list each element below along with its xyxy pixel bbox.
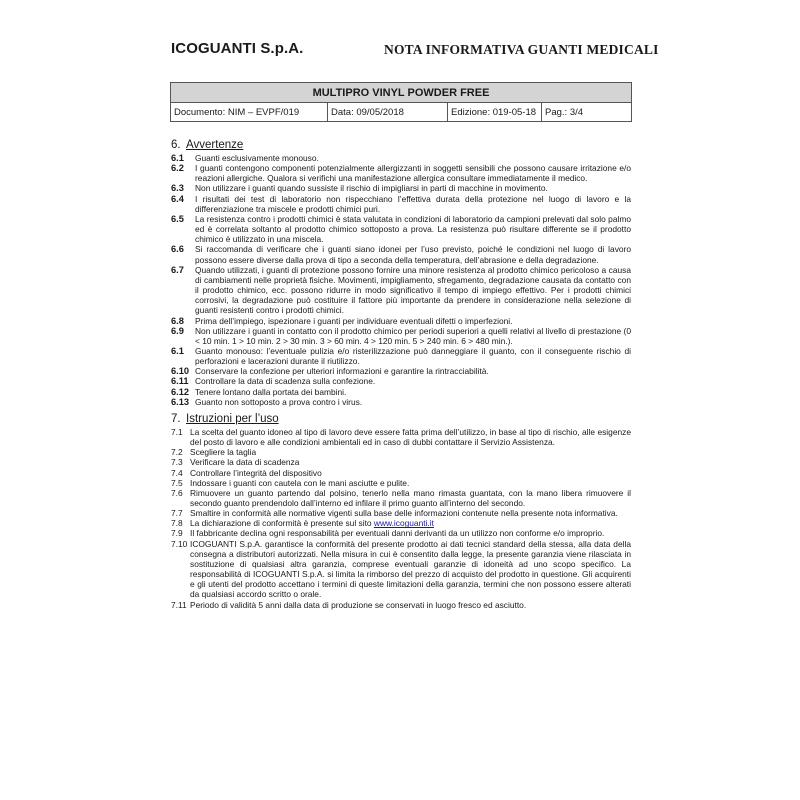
- section-7-list: [171, 427, 631, 610]
- item-number: 6.2: [171, 163, 184, 174]
- list-item: [171, 478, 631, 488]
- item-text: [190, 427, 631, 447]
- item-text: [195, 387, 631, 397]
- item-number: 7.8: [171, 518, 183, 529]
- item-text: [190, 478, 631, 488]
- item-number: 7.10: [171, 538, 188, 549]
- item-number: 6.12: [171, 386, 190, 397]
- item-number: 7.7: [171, 508, 183, 519]
- item-number: 7.9: [171, 528, 183, 539]
- item-text: [190, 528, 631, 538]
- item-number: 6.11: [171, 376, 189, 387]
- list-item: [171, 326, 631, 346]
- item-number: 7.5: [171, 477, 183, 488]
- list-item: [171, 346, 631, 366]
- item-text-body: Controllare l’integrità del dispositivo: [190, 467, 322, 478]
- list-item: [171, 244, 631, 264]
- item-number: 6.6: [171, 244, 184, 255]
- item-number: 6.1: [171, 345, 184, 356]
- item-text: [190, 539, 631, 600]
- item-number: 6.1: [171, 153, 184, 163]
- item-text-body: Tenere lontano dalla portata dei bambini.: [195, 386, 347, 397]
- item-text-body: Scegliere la taglia: [190, 447, 257, 458]
- item-text: [195, 397, 631, 407]
- website-link[interactable]: www.icoguanti.it: [373, 518, 434, 529]
- document-type: NOTA INFORMATIVA GUANTI MEDICALI: [384, 42, 659, 57]
- item-text-body: Non utilizzare i guanti quando sussiste il rischio di impigliarsi in parti di macchine in movimento.: [195, 183, 548, 194]
- document-info-table: [170, 82, 632, 122]
- item-number: 7.11: [171, 599, 187, 610]
- item-text: [195, 183, 631, 193]
- section-6-heading: [171, 138, 631, 152]
- list-item: [171, 376, 631, 386]
- list-item: [171, 153, 631, 163]
- item-text: [195, 153, 631, 163]
- item-text: [190, 600, 631, 610]
- item-text-body: La dichiarazione di conformità è presente sul sito: [190, 518, 374, 529]
- item-text: [195, 376, 631, 386]
- item-text: [195, 316, 631, 326]
- list-item: [171, 387, 631, 397]
- section-title: Avvertenze: [186, 139, 244, 151]
- item-number: 7.3: [171, 457, 183, 468]
- item-number: 6.8: [171, 315, 184, 326]
- item-text-body: Smaltire in conformità alle normative vigenti sulla base delle informazioni contenute nella presente nota informativa.: [190, 508, 618, 519]
- item-text: [190, 447, 631, 457]
- list-item: [171, 163, 631, 183]
- list-item: [171, 539, 631, 600]
- item-text-body: Periodo di validità 5 anni dalla data di produzione se conservati in luogo fresco ed asciutto.: [190, 599, 527, 610]
- item-text: [190, 468, 631, 478]
- item-text: [190, 518, 631, 528]
- item-text-body: Non utilizzare i guanti in contatto con il prodotto chimico per periodi superiori a quelli relativi al livello di prestazione (0 < 10 min. 1 > 10 min. 2 > 30 min. 3 > 60 min. 4 > 120 min. 5 > 240 min. 6 > 480 min.).: [195, 325, 631, 346]
- item-text: [195, 194, 631, 214]
- item-text-body: I guanti contengono componenti potenzialmente allergizzanti in soggetti sensibili che possono causare irritazione e/o reazioni allergiche. Qualora si verifichi una manifestazione allergica consultare immediatamente il medico.: [195, 163, 631, 184]
- section-title: Istruzioni per l’uso: [186, 412, 279, 425]
- company-name: ICOGUANTI S.p.A.: [171, 40, 304, 57]
- item-text-body: La scelta del guanto idoneo al tipo di lavoro deve essere fatta prima dell’utilizzo, in base al tipo di rischio, alle esigenze del posto di lavoro e alle condizioni ambientali ed in caso di dubbi contattare il Servizio Assistenza.: [190, 426, 631, 448]
- list-item: [171, 468, 631, 478]
- item-text-body: La resistenza contro i prodotti chimici è stata valutata in condizioni di laboratorio da campioni prelevati dal solo palmo ed è correlata soltanto al prodotto chimico sottoposto a prova. La resistenza può risultare differente se il prodotto chimico è utilizzato in una miscela.: [195, 213, 631, 245]
- item-number: 7.1: [171, 426, 183, 437]
- item-number: 6.5: [171, 213, 184, 224]
- item-number: 6.7: [171, 264, 184, 275]
- list-item: [171, 265, 631, 316]
- list-item: [171, 397, 631, 407]
- item-text-body: Quando utilizzati, i guanti di protezione possono fornire una minore resistenza al prodotto chimico pericoloso a causa di cambiamenti nelle proprietà fisiche. Movimenti, impigliamento, sfregamento, degradazione causata da contatto con il prodotto chimico, ecc. possono ridurre in modo significativo il tempo di impiego effettivo. Per i prodotti chimici corrosivi, la degradazione può costituire il fattore più importante da prendere in considerazione nella selezione di guanti resistenti contro i prodotti chimici.: [195, 264, 631, 316]
- item-number: 6.3: [171, 183, 184, 194]
- section-number: 6.: [171, 139, 181, 151]
- item-text: [195, 326, 631, 346]
- item-number: 6.13: [171, 396, 190, 407]
- item-text-body: Conservare la confezione per ulteriori informazioni e garantire la rintracciabilità.: [195, 366, 489, 377]
- item-number: 6.10: [171, 366, 190, 377]
- list-item: [171, 366, 631, 376]
- list-item: [171, 183, 631, 193]
- list-item: [171, 316, 631, 326]
- item-number: 6.4: [171, 193, 184, 204]
- item-number: 7.2: [171, 447, 183, 458]
- item-text: [195, 214, 631, 244]
- list-item: [171, 488, 631, 508]
- item-text-body: Guanto monouso: l’eventuale pulizia e/o risterilizzazione può danneggiare il guanto, con il conseguente rischio di perforazioni e lacerazioni durante il riutilizzo.: [195, 345, 631, 367]
- document-edition: Edizione: 019-05-18: [448, 103, 542, 122]
- page-number: Pag.: 3/4: [542, 103, 632, 122]
- product-title: MULTIPRO VINYL POWDER FREE: [171, 83, 632, 103]
- item-number: 7.6: [171, 487, 183, 498]
- item-text-body: Rimuovere un guanto partendo dal polsino, tenerlo nella mano rimasta guantata, con la mano libera rimuovere il secondo guanto prendendolo dall’interno ed infilare il primo guanto all’interno del secondo.: [190, 487, 631, 508]
- item-text: [195, 366, 631, 376]
- list-item: [171, 194, 631, 214]
- item-text-body: Il fabbricante declina ogni responsabilità per eventuali danni derivanti da un utilizzo non conforme e/o improprio.: [190, 528, 605, 539]
- item-text-body: Guanto non sottoposto a prova contro i virus.: [195, 396, 363, 407]
- item-text-body: Verificare la data di scadenza: [190, 457, 300, 468]
- item-text: [195, 244, 631, 264]
- item-text-body: Controllare la data di scadenza sulla confezione.: [195, 376, 376, 387]
- item-text: [190, 457, 631, 467]
- section-7-heading: [171, 412, 631, 426]
- item-text-body: Guanti esclusivamente monouso.: [195, 153, 319, 163]
- item-text: [190, 488, 631, 508]
- document-code: Documento: NIM – EVPF/019: [171, 103, 328, 122]
- item-text-body: I risultati dei test di laboratorio non rispecchiano l’effettiva durata della protezione nel luogo di lavoro e la differenziazione tra miscele e prodotti chimici puri.: [195, 193, 631, 214]
- item-text: [190, 508, 631, 518]
- item-number: 6.9: [171, 325, 184, 336]
- document-body: [171, 138, 631, 610]
- list-item: [171, 528, 631, 538]
- list-item: [171, 600, 631, 610]
- list-item: [171, 447, 631, 457]
- item-number: 7.4: [171, 467, 183, 478]
- section-6-list: [171, 153, 631, 407]
- list-item: [171, 427, 631, 447]
- section-number: 7.: [171, 412, 181, 425]
- document-date: Data: 09/05/2018: [328, 103, 448, 122]
- item-text: [195, 265, 631, 316]
- list-item: [171, 457, 631, 467]
- item-text-body: Si raccomanda di verificare che i guanti siano idonei per l’uso previsto, poiché le condizioni nel luogo di lavoro possono essere diverse dalla prova di tipo a seconda della temperatura, dell’abrasione e della degradazione.: [195, 244, 631, 265]
- item-text: [195, 163, 631, 183]
- list-item: [171, 214, 631, 244]
- item-text-body: Prima dell’impiego, ispezionare i guanti per individuare eventuali difetti o imperfezioni.: [195, 315, 513, 326]
- list-item: [171, 518, 631, 528]
- item-text-body: Indossare i guanti con cautela con le mani asciutte e pulite.: [190, 477, 410, 488]
- list-item: [171, 508, 631, 518]
- item-text-body: ICOGUANTI S.p.A. garantisce la conformità del presente prodotto ai dati tecnici standard della stessa, alla data della consegna a distributori autorizzati. Nella misura in cui è consentito dalla legge, la presente garanzia viene rilasciata in sostituzione di qualsiasi altra garanzia, comprese eventuali garanzie di idoneità ad uno scopo specifico. La responsabilità di ICOGUANTI S.p.A. si limita la rimborso del prezzo di acquisto del prodotto in questione. Gli acquirenti e gli utenti del prodotto accettano i termini di queste limitazioni della garanzia, termini che non possono essere alterati da qualsiasi accordo scritto o orale.: [190, 538, 631, 600]
- item-text: [195, 346, 631, 366]
